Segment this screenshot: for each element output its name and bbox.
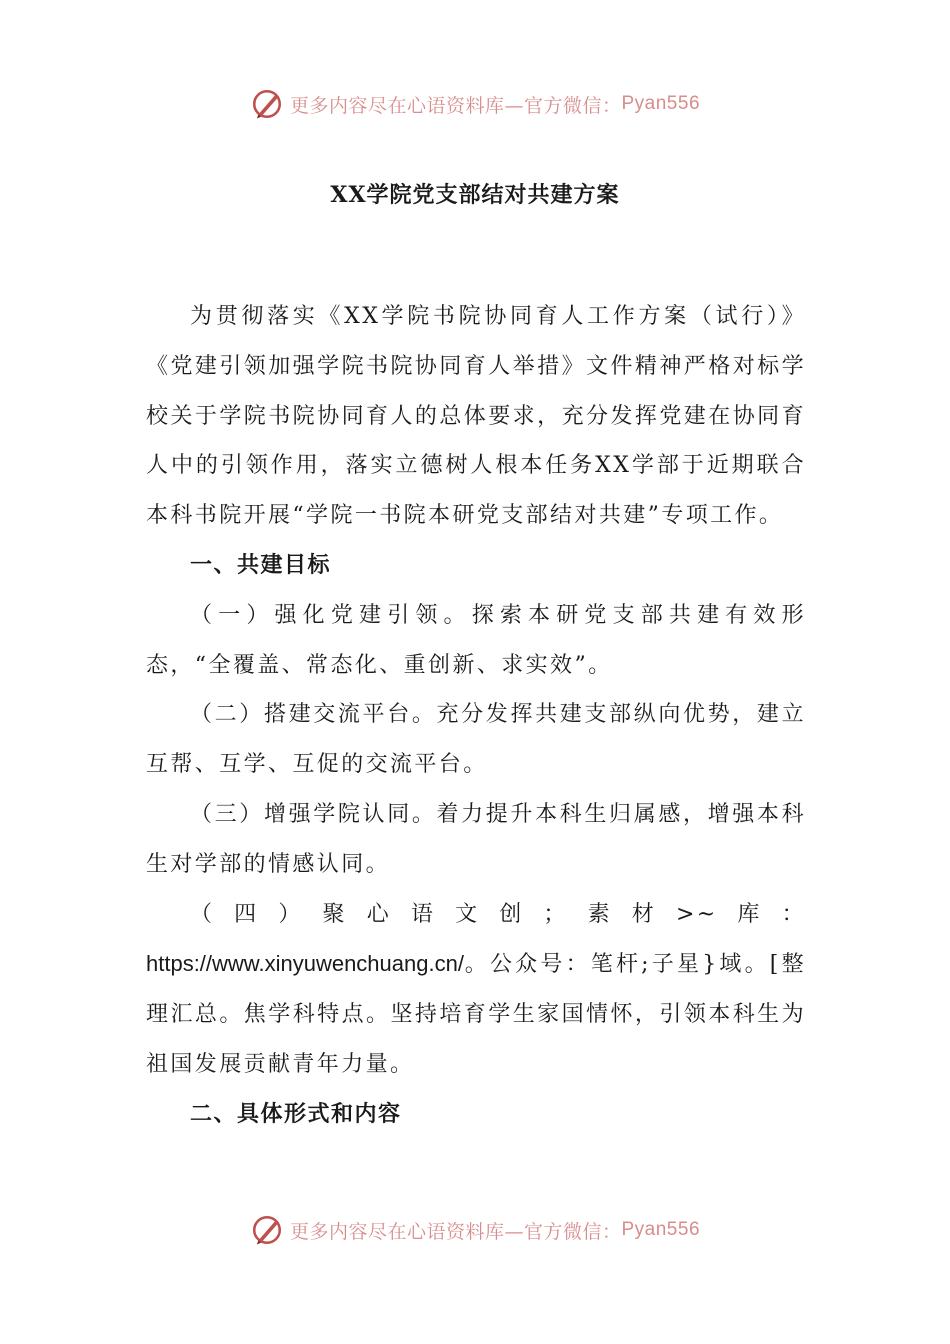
watermark-text: 更多内容尽在心语资料库—官方微信：	[289, 1220, 622, 1243]
watermark-wechat-id: Pyan556	[621, 1219, 701, 1240]
intro-paragraph: 为贯彻落实《XX学院书院协同育人工作方案（试行）》《党建引领加强学院书院协同育人举措》文件精神严格对标学校关于学院书院协同育人的总体要求，充分发挥党建在协同育人中的引领作用，落实立德树人根本任务XX学部于近期联合本科书院开展“学院一书院本研党支部结对共建”专项工作。	[146, 304, 806, 529]
document-title: XX学院党支部结对共建方案	[330, 182, 620, 208]
pen-circle-logo-icon	[250, 87, 284, 121]
watermark-text: 更多内容尽在心语资料库—官方微信：	[289, 94, 622, 117]
goal-item-1: （一）强化党建引领。探索本研党支部共建有效形态，“全覆盖、常态化、重创新、求实效”。	[146, 602, 806, 678]
website-link[interactable]: https://www.xinyuwenchuang.cn/	[146, 951, 464, 977]
section-heading-goals: 一、共建目标	[190, 552, 332, 578]
goal-item-2: （二）搭建交流平台。充分发挥共建支部纵向优势，建立互帮、互学、互促的交流平台。	[146, 702, 806, 778]
goal-item-4-after-link: 。公众号：笔杆;子星}域。[整理汇总。	[146, 952, 806, 1028]
section-heading-forms: 二、具体形式和内容	[190, 1101, 402, 1127]
watermark-header	[0, 82, 950, 126]
goal-item-4-lead: （四）聚心语文创；素材>~库：	[190, 901, 806, 927]
pen-circle-logo-icon	[250, 1213, 284, 1247]
goal-item-3: （三）增强学院认同。着力提升本科生归属感，增强本科生对学部的情感认同。	[146, 801, 806, 877]
document-body	[146, 292, 806, 1140]
watermark-wechat-id: Pyan556	[621, 93, 701, 114]
goal-item-4	[146, 890, 806, 1090]
goal-item-4-tail: 焦学科特点。坚持培育学生家国情怀，引领本科生为祖国发展贡献青年力量。	[146, 1002, 807, 1077]
watermark-footer	[0, 1208, 950, 1252]
